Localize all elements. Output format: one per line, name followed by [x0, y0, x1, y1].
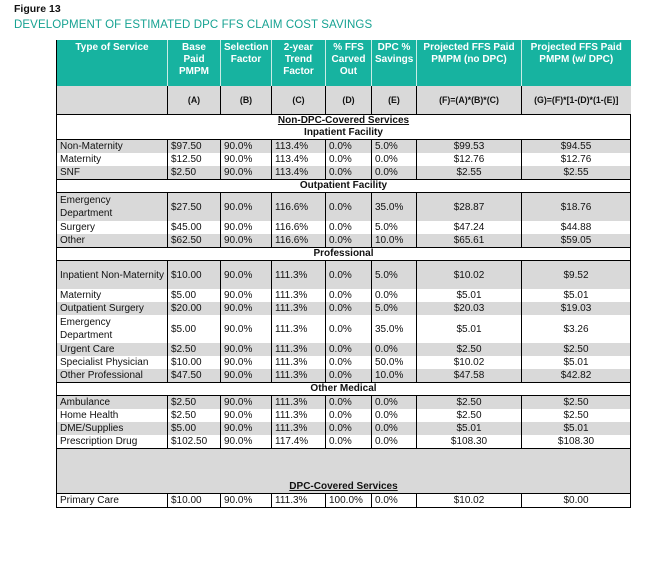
- value-cell-e: 0.0%: [372, 422, 417, 435]
- header-selection-factor: Selection Factor: [221, 40, 272, 86]
- value-cell-c: 113.4%: [272, 153, 326, 166]
- table-row: [57, 261, 631, 290]
- value-cell-b: 90.0%: [221, 356, 272, 369]
- service-name-cell: Ambulance: [57, 396, 168, 410]
- value-cell-b: 90.0%: [221, 396, 272, 410]
- value-cell-a: $2.50: [168, 166, 221, 180]
- value-cell-e: 0.0%: [372, 396, 417, 410]
- header-base-paid: Base Paid PMPM: [168, 40, 221, 86]
- value-cell-f: $47.58: [417, 369, 522, 383]
- value-cell-c: 111.3%: [272, 343, 326, 356]
- value-cell-c: 111.3%: [272, 396, 326, 410]
- formula-e: (E): [372, 86, 417, 115]
- value-cell-f: $2.50: [417, 343, 522, 356]
- table-row: [57, 193, 631, 222]
- table-row: [57, 435, 631, 449]
- service-name-cell: Other: [57, 234, 168, 248]
- value-cell-g: $44.88: [522, 221, 631, 234]
- formula-c: (C): [272, 86, 326, 115]
- formula-g: (G)=(F)*[1-(D)*(1-(E)]: [522, 86, 631, 115]
- value-cell-g: $2.55: [522, 166, 631, 180]
- value-cell-a: $20.00: [168, 302, 221, 315]
- formula-b: (B): [221, 86, 272, 115]
- value-cell-e: 50.0%: [372, 356, 417, 369]
- value-cell-d: 0.0%: [326, 343, 372, 356]
- value-cell-a: $5.00: [168, 422, 221, 435]
- value-cell-d: 0.0%: [326, 140, 372, 154]
- section-header: [57, 180, 631, 193]
- value-cell-d: 0.0%: [326, 234, 372, 248]
- value-cell-c: 111.3%: [272, 494, 326, 508]
- service-name-cell: Non-Maternity: [57, 140, 168, 154]
- header-trend-factor: 2-year Trend Factor: [272, 40, 326, 86]
- value-cell-f: $2.50: [417, 409, 522, 422]
- value-cell-f: $2.50: [417, 396, 522, 410]
- header-projected-no-dpc: Projected FFS Paid PMPM (no DPC): [417, 40, 522, 86]
- value-cell-a: $62.50: [168, 234, 221, 248]
- value-cell-f: $65.61: [417, 234, 522, 248]
- claim-cost-savings-table: [56, 40, 631, 508]
- value-cell-e: 0.0%: [372, 409, 417, 422]
- value-cell-d: 0.0%: [326, 315, 372, 343]
- value-cell-e: 0.0%: [372, 494, 417, 508]
- service-name-cell: Primary Care: [57, 494, 168, 508]
- value-cell-d: 0.0%: [326, 153, 372, 166]
- value-cell-a: $12.50: [168, 153, 221, 166]
- value-cell-f: $28.87: [417, 193, 522, 222]
- value-cell-g: $42.82: [522, 369, 631, 383]
- section-header: [57, 127, 631, 140]
- value-cell-d: 0.0%: [326, 422, 372, 435]
- table-row: [57, 221, 631, 234]
- table-row: [57, 494, 631, 508]
- value-cell-e: 0.0%: [372, 166, 417, 180]
- table-row: [57, 409, 631, 422]
- service-name-cell: Other Professional: [57, 369, 168, 383]
- value-cell-a: $102.50: [168, 435, 221, 449]
- value-cell-g: $94.55: [522, 140, 631, 154]
- value-cell-b: 90.0%: [221, 494, 272, 508]
- value-cell-f: $2.55: [417, 166, 522, 180]
- service-name-cell: Home Health: [57, 409, 168, 422]
- value-cell-e: 5.0%: [372, 261, 417, 290]
- section-title: Professional: [313, 248, 374, 259]
- value-cell-f: $20.03: [417, 302, 522, 315]
- section-title: Outpatient Facility: [299, 180, 388, 191]
- section-header: [57, 248, 631, 261]
- value-cell-g: $108.30: [522, 435, 631, 449]
- value-cell-g: $19.03: [522, 302, 631, 315]
- value-cell-b: 90.0%: [221, 435, 272, 449]
- value-cell-g: $18.76: [522, 193, 631, 222]
- value-cell-a: $10.00: [168, 356, 221, 369]
- value-cell-d: 0.0%: [326, 396, 372, 410]
- section-header: [57, 383, 631, 396]
- value-cell-b: 90.0%: [221, 153, 272, 166]
- value-cell-d: 0.0%: [326, 193, 372, 222]
- service-name-cell: Prescription Drug: [57, 435, 168, 449]
- value-cell-a: $97.50: [168, 140, 221, 154]
- value-cell-g: $5.01: [522, 356, 631, 369]
- value-cell-f: $47.24: [417, 221, 522, 234]
- value-cell-c: 117.4%: [272, 435, 326, 449]
- value-cell-d: 0.0%: [326, 356, 372, 369]
- value-cell-c: 111.3%: [272, 302, 326, 315]
- formula-empty: [57, 86, 168, 115]
- service-name-cell: Emergency Department: [57, 315, 168, 343]
- value-cell-a: $47.50: [168, 369, 221, 383]
- table-row: [57, 356, 631, 369]
- value-cell-c: 111.3%: [272, 369, 326, 383]
- value-cell-g: $2.50: [522, 343, 631, 356]
- value-cell-d: 100.0%: [326, 494, 372, 508]
- value-cell-c: 111.3%: [272, 422, 326, 435]
- value-cell-a: $5.00: [168, 289, 221, 302]
- value-cell-b: 90.0%: [221, 315, 272, 343]
- value-cell-b: 90.0%: [221, 193, 272, 222]
- value-cell-e: 5.0%: [372, 221, 417, 234]
- value-cell-d: 0.0%: [326, 261, 372, 290]
- value-cell-g: $2.50: [522, 409, 631, 422]
- value-cell-f: $5.01: [417, 422, 522, 435]
- value-cell-f: $108.30: [417, 435, 522, 449]
- table-row: [57, 315, 631, 343]
- spacer-row: [57, 449, 631, 482]
- value-cell-f: $5.01: [417, 289, 522, 302]
- section-header: [57, 481, 631, 494]
- service-name-cell: Outpatient Surgery: [57, 302, 168, 315]
- value-cell-d: 0.0%: [326, 166, 372, 180]
- figure-label: Figure 13: [14, 3, 61, 15]
- section-title: Other Medical: [310, 383, 377, 394]
- formula-a: (A): [168, 86, 221, 115]
- section-title: Inpatient Facility: [304, 127, 383, 138]
- value-cell-c: 116.6%: [272, 234, 326, 248]
- table-row: [57, 166, 631, 180]
- value-cell-b: 90.0%: [221, 369, 272, 383]
- formula-row: [57, 86, 631, 115]
- value-cell-e: 0.0%: [372, 343, 417, 356]
- value-cell-f: $10.02: [417, 261, 522, 290]
- value-cell-c: 111.3%: [272, 315, 326, 343]
- value-cell-e: 35.0%: [372, 315, 417, 343]
- value-cell-f: $99.53: [417, 140, 522, 154]
- header-row: [57, 40, 631, 86]
- value-cell-c: 111.3%: [272, 261, 326, 290]
- value-cell-a: $10.00: [168, 261, 221, 290]
- section-title: Non-DPC-Covered Services: [277, 115, 410, 126]
- section-title: DPC-Covered Services: [289, 481, 398, 492]
- value-cell-f: $5.01: [417, 315, 522, 343]
- formula-d: (D): [326, 86, 372, 115]
- value-cell-g: $5.01: [522, 422, 631, 435]
- value-cell-e: 35.0%: [372, 193, 417, 222]
- value-cell-b: 90.0%: [221, 289, 272, 302]
- value-cell-b: 90.0%: [221, 166, 272, 180]
- value-cell-c: 113.4%: [272, 140, 326, 154]
- value-cell-a: $5.00: [168, 315, 221, 343]
- table-row: [57, 234, 631, 248]
- value-cell-d: 0.0%: [326, 435, 372, 449]
- figure-title: DEVELOPMENT OF ESTIMATED DPC FFS CLAIM COST SAVINGS: [14, 19, 373, 31]
- value-cell-f: $10.02: [417, 494, 522, 508]
- value-cell-a: $2.50: [168, 396, 221, 410]
- value-cell-e: 0.0%: [372, 435, 417, 449]
- value-cell-d: 0.0%: [326, 409, 372, 422]
- value-cell-g: $5.01: [522, 289, 631, 302]
- value-cell-g: $3.26: [522, 315, 631, 343]
- value-cell-e: 10.0%: [372, 234, 417, 248]
- value-cell-b: 90.0%: [221, 422, 272, 435]
- value-cell-f: $12.76: [417, 153, 522, 166]
- value-cell-e: 5.0%: [372, 302, 417, 315]
- value-cell-f: $10.02: [417, 356, 522, 369]
- value-cell-d: 0.0%: [326, 302, 372, 315]
- value-cell-b: 90.0%: [221, 140, 272, 154]
- value-cell-g: $59.05: [522, 234, 631, 248]
- service-name-cell: Surgery: [57, 221, 168, 234]
- service-name-cell: Specialist Physician: [57, 356, 168, 369]
- service-name-cell: Inpatient Non-Maternity: [57, 261, 168, 290]
- value-cell-c: 116.6%: [272, 193, 326, 222]
- table-body: [57, 115, 631, 508]
- value-cell-c: 116.6%: [272, 221, 326, 234]
- service-name-cell: DME/Supplies: [57, 422, 168, 435]
- value-cell-g: $0.00: [522, 494, 631, 508]
- service-name-cell: Maternity: [57, 153, 168, 166]
- value-cell-c: 113.4%: [272, 166, 326, 180]
- value-cell-d: 0.0%: [326, 289, 372, 302]
- table-row: [57, 302, 631, 315]
- header-dpc-savings: DPC % Savings: [372, 40, 417, 86]
- table-row: [57, 343, 631, 356]
- value-cell-b: 90.0%: [221, 302, 272, 315]
- value-cell-g: $2.50: [522, 396, 631, 410]
- table-row: [57, 396, 631, 410]
- table-row: [57, 369, 631, 383]
- value-cell-a: $45.00: [168, 221, 221, 234]
- value-cell-b: 90.0%: [221, 234, 272, 248]
- value-cell-c: 111.3%: [272, 356, 326, 369]
- value-cell-b: 90.0%: [221, 221, 272, 234]
- value-cell-a: $2.50: [168, 409, 221, 422]
- header-projected-w-dpc: Projected FFS Paid PMPM (w/ DPC): [522, 40, 631, 86]
- table-row: [57, 153, 631, 166]
- value-cell-b: 90.0%: [221, 409, 272, 422]
- value-cell-a: $2.50: [168, 343, 221, 356]
- table-row: [57, 140, 631, 154]
- value-cell-e: 5.0%: [372, 140, 417, 154]
- value-cell-d: 0.0%: [326, 221, 372, 234]
- value-cell-g: $9.52: [522, 261, 631, 290]
- value-cell-c: 111.3%: [272, 289, 326, 302]
- service-name-cell: SNF: [57, 166, 168, 180]
- service-name-cell: Maternity: [57, 289, 168, 302]
- value-cell-b: 90.0%: [221, 343, 272, 356]
- service-name-cell: Emergency Department: [57, 193, 168, 222]
- table-row: [57, 422, 631, 435]
- value-cell-g: $12.76: [522, 153, 631, 166]
- header-ffs-carved-out: % FFS Carved Out: [326, 40, 372, 86]
- service-name-cell: Urgent Care: [57, 343, 168, 356]
- section-header: [57, 115, 631, 128]
- value-cell-c: 111.3%: [272, 409, 326, 422]
- header-service: Type of Service: [57, 40, 168, 86]
- value-cell-e: 10.0%: [372, 369, 417, 383]
- value-cell-a: $27.50: [168, 193, 221, 222]
- value-cell-d: 0.0%: [326, 369, 372, 383]
- table-row: [57, 289, 631, 302]
- value-cell-b: 90.0%: [221, 261, 272, 290]
- formula-f: (F)=(A)*(B)*(C): [417, 86, 522, 115]
- value-cell-e: 0.0%: [372, 289, 417, 302]
- value-cell-e: 0.0%: [372, 153, 417, 166]
- value-cell-a: $10.00: [168, 494, 221, 508]
